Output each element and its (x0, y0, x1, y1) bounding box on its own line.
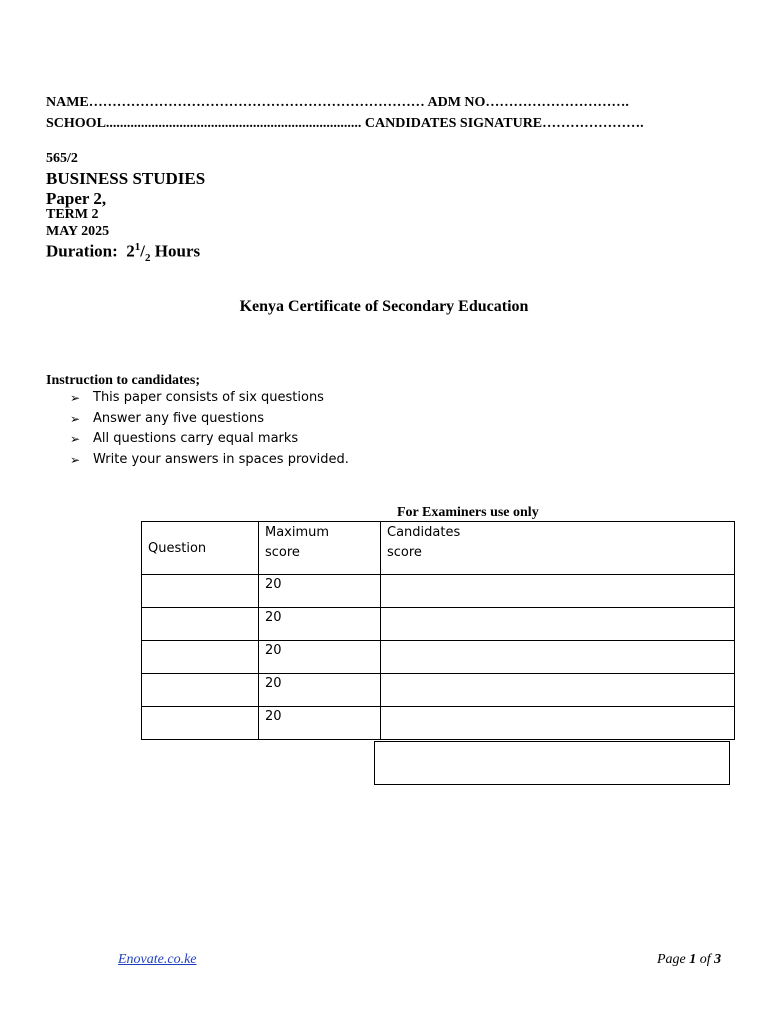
paper-number: Paper 2, (46, 189, 107, 208)
total-row (375, 742, 730, 785)
candidate-score-cell[interactable] (381, 608, 735, 641)
max-score-header: Maximum score (259, 522, 381, 575)
max-score-cell: 20 (259, 608, 381, 641)
total-score-table (374, 741, 730, 785)
examiners-score-table (141, 521, 735, 740)
table-row (142, 608, 735, 641)
name-adm-line: NAME……………………………………………………………… ADM NO…………………………. (46, 95, 629, 110)
question-header: Question (142, 522, 259, 575)
arrow-bullet-icon: ➢ (70, 411, 81, 426)
duration-label: Duration: (46, 241, 118, 261)
max-score-cell: 20 (259, 707, 381, 740)
table-row (142, 641, 735, 674)
candidate-score-cell[interactable] (381, 674, 735, 707)
term-label: TERM 2 (46, 207, 99, 222)
instruction-item: ➢ This paper consists of six questions (70, 388, 349, 409)
candidate-score-cell[interactable] (381, 575, 735, 608)
duration-denominator: 2 (145, 252, 151, 265)
exam-body-title: Kenya Certificate of Secondary Education (239, 298, 529, 315)
instruction-item: ➢ Answer any five questions (70, 409, 349, 430)
exam-month: MAY 2025 (46, 224, 110, 239)
duration-numerator: 1 (134, 241, 141, 253)
candidate-score-cell[interactable] (381, 641, 735, 674)
duration: Duration: $2^1/_2$ Hours (46, 241, 201, 265)
question-cell[interactable] (142, 707, 259, 740)
duration-unit: Hours (154, 241, 201, 261)
candidate-score-cell[interactable] (381, 707, 735, 740)
page-number: Page 1 of 3 (657, 952, 722, 967)
paper-code: 565/2 (46, 151, 78, 166)
table-row (142, 674, 735, 707)
arrow-bullet-icon: ➢ (70, 432, 81, 446)
question-cell[interactable] (142, 674, 259, 707)
table-header-row (142, 522, 735, 575)
arrow-bullet-icon: ➢ (70, 452, 81, 467)
instructions-list (70, 388, 349, 470)
candidate-score-header: Candidates score (381, 522, 735, 575)
table-row (142, 575, 735, 608)
max-score-cell: 20 (259, 641, 381, 674)
website-link[interactable]: Enovate.co.ke (118, 952, 197, 967)
instructions-title: Instruction to candidates; (46, 373, 201, 388)
instruction-item: ➢ All questions carry equal marks (70, 429, 349, 450)
question-cell[interactable] (142, 575, 259, 608)
examiners-label: For Examiners use only (397, 505, 539, 520)
question-cell[interactable] (142, 641, 259, 674)
total-score-cell[interactable] (375, 742, 730, 785)
max-score-cell: 20 (259, 575, 381, 608)
arrow-bullet-icon: ➢ (70, 391, 81, 405)
max-score-cell: 20 (259, 674, 381, 707)
question-cell[interactable] (142, 608, 259, 641)
school-signature-line: SCHOOL......................................................................... CANDIDATES SIGNATURE…………………. (46, 116, 644, 131)
duration-whole: 2 (126, 241, 135, 261)
subject-title: BUSINESS STUDIES (46, 169, 206, 188)
instruction-item: ➢ Write your answers in spaces provided. (70, 450, 349, 471)
table-row (142, 707, 735, 740)
